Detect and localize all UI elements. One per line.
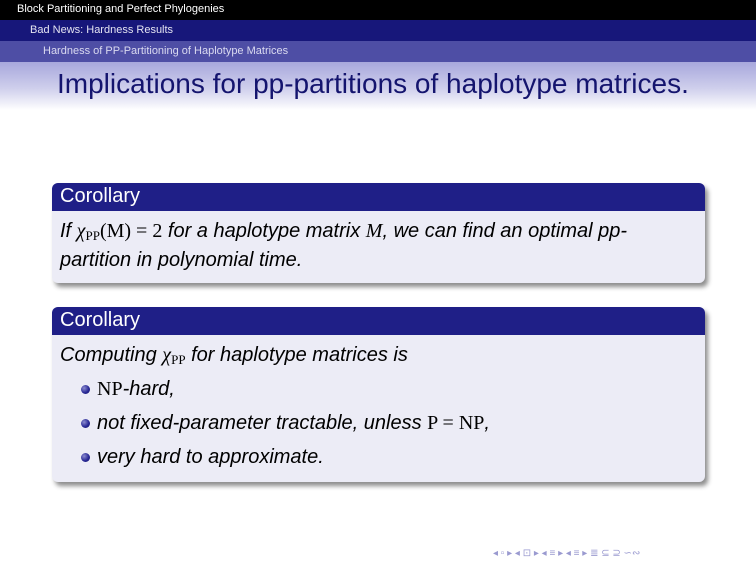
item-text: very hard to approximate. <box>97 446 324 468</box>
headline-section[interactable]: Block Partitioning and Perfect Phylogenies <box>0 0 756 20</box>
headline-subsection[interactable]: Bad News: Hardness Results <box>0 20 756 41</box>
math-p-equals-np: P = NP <box>427 412 485 434</box>
list-item <box>60 372 697 406</box>
headline-subsubsection[interactable]: Hardness of PP-Partitioning of Haplotype Matrices <box>0 41 756 62</box>
bullet-list <box>60 372 697 474</box>
frame-title: Implications for pp-partitions of haplotype matrices. <box>57 68 689 99</box>
math-np: NP <box>97 378 123 400</box>
chi-symbol: χ <box>76 220 86 242</box>
text-mid: for a haplotype matrix <box>162 220 366 242</box>
chi-symbol: χ <box>162 344 172 366</box>
corollary-block-1 <box>52 183 705 283</box>
text-end: , we can find an optimal pp-partition in polynomial time. <box>60 220 628 271</box>
bullet-icon <box>81 419 90 428</box>
frame-title-bar <box>0 62 756 110</box>
list-item <box>60 406 697 440</box>
bullet-icon <box>81 453 90 462</box>
pp-subscript: PP <box>85 228 100 243</box>
pp-subscript: PP <box>171 352 186 367</box>
text-intro: Computing <box>60 344 163 366</box>
math-m: M <box>365 220 383 242</box>
text-intro-end: for haplotype matrices is <box>185 344 408 366</box>
item-text: not fixed-parameter tractable, unless <box>97 412 428 434</box>
list-item <box>60 440 697 474</box>
text-if: If <box>60 220 77 242</box>
item-text-end: , <box>484 412 490 434</box>
block-title: Corollary <box>52 307 705 335</box>
navigation-symbols[interactable]: ◂ ▫ ▸ ◂ ⊡ ▸ ◂ ≡ ▸ ◂ ≡ ▸ ≣ ⊆ ⊇ ∽∾ <box>493 548 641 559</box>
block-title: Corollary <box>52 183 705 211</box>
block-body <box>52 211 705 283</box>
math-m-equals-2: (M) = 2 <box>99 220 163 242</box>
item-text: -hard, <box>122 378 175 400</box>
corollary-block-2 <box>52 307 705 482</box>
block-body <box>52 335 705 482</box>
bullet-icon <box>81 385 90 394</box>
block-intro <box>60 341 697 370</box>
